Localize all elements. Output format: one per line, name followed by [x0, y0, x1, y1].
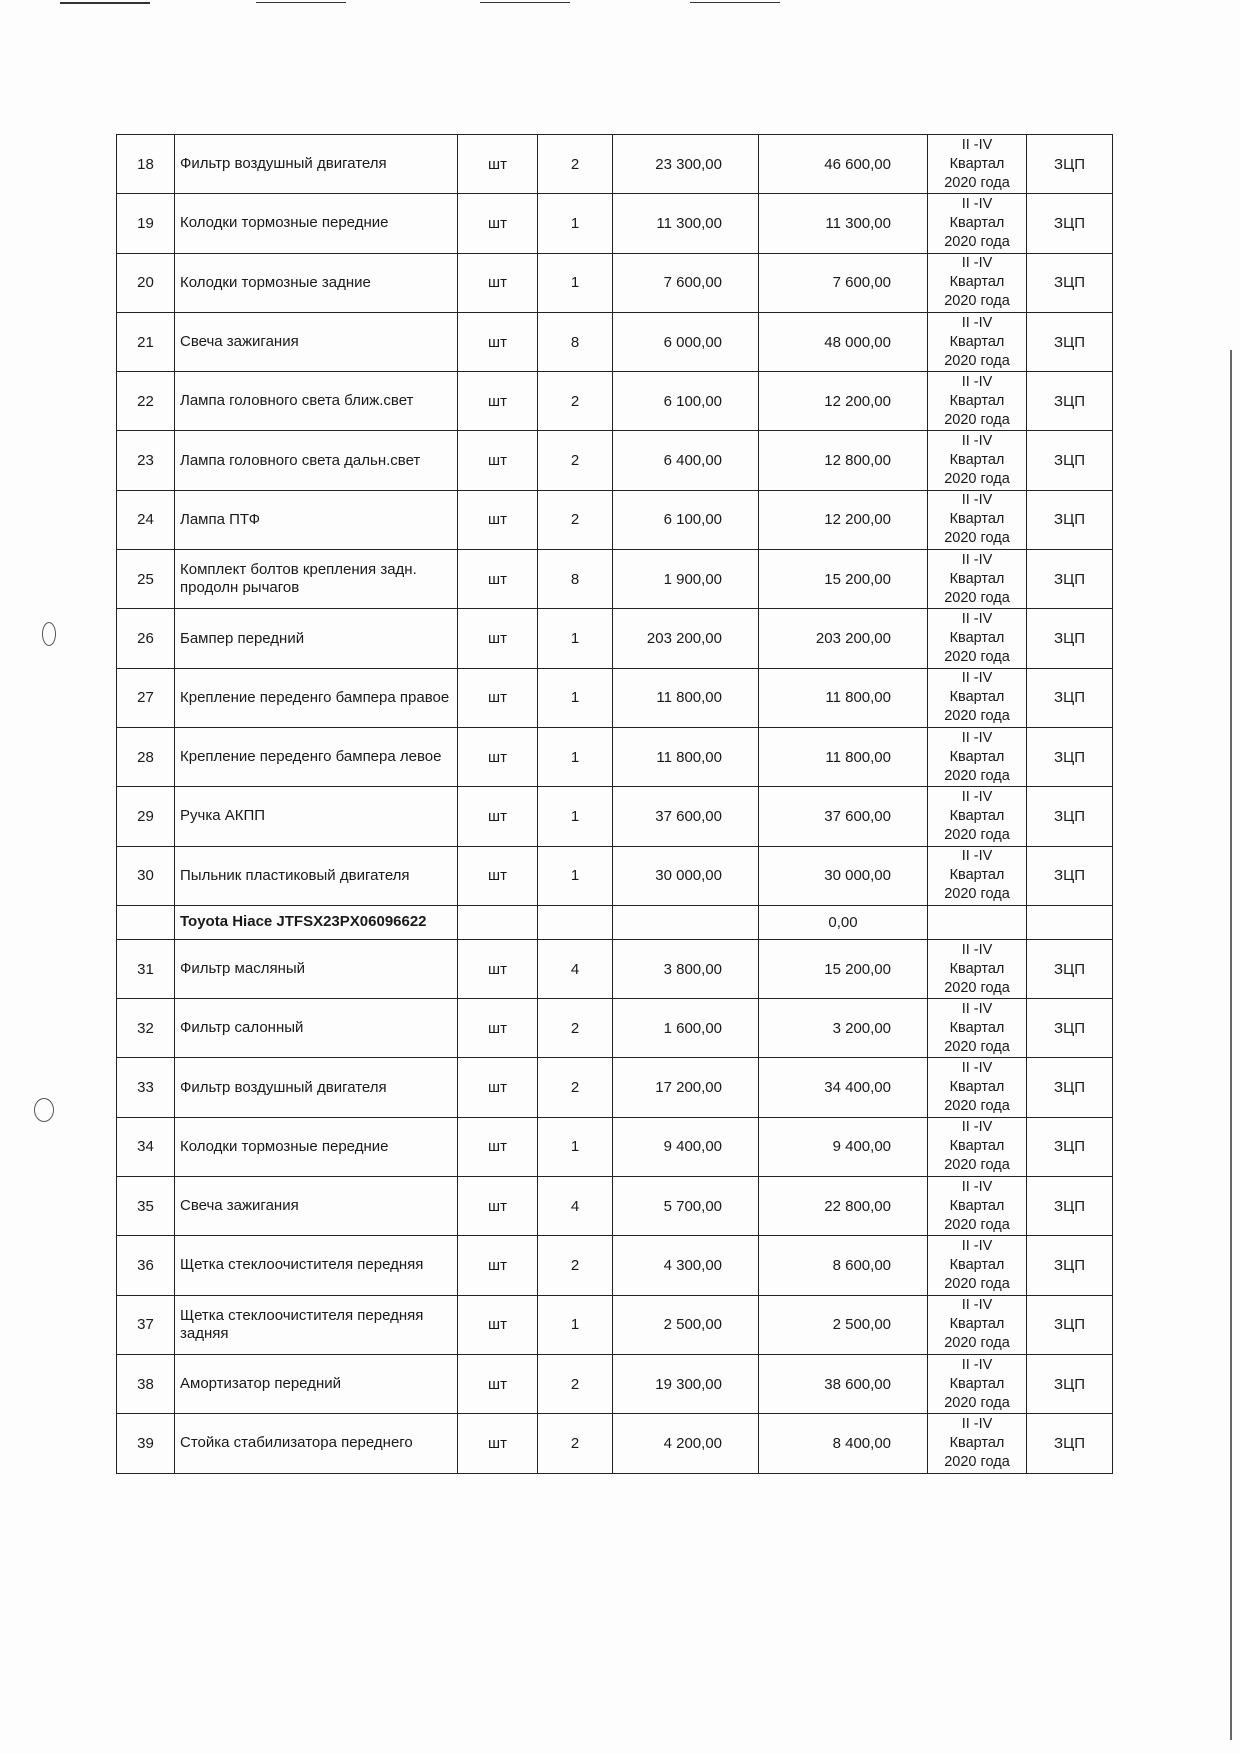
total-amount-cell: 30 000,00 — [759, 846, 928, 905]
delivery-period-cell — [928, 668, 1027, 727]
delivery-period-line: II -IV — [961, 1060, 993, 1077]
item-name-cell: Крепление переденго бампера правое — [175, 668, 458, 727]
delivery-period-line: II -IV — [961, 670, 993, 687]
delivery-period-line: II -IV — [961, 1356, 993, 1373]
unit-cell — [458, 905, 538, 939]
item-name-cell: Комплект болтов крепления задн. продолн рычагов — [175, 550, 458, 609]
unit-price-cell: 3 800,00 — [613, 939, 759, 998]
unit-price-cell: 11 800,00 — [613, 668, 759, 727]
delivery-period-line: Квартал — [949, 960, 1005, 977]
table-row — [117, 135, 1113, 194]
table-row — [117, 1295, 1113, 1354]
total-amount-cell: 9 400,00 — [759, 1117, 928, 1176]
table-row — [117, 253, 1113, 312]
delivery-period-line: 2020 года — [944, 649, 1010, 666]
unit-price-cell: 1 600,00 — [613, 999, 759, 1058]
delivery-period-line: Квартал — [949, 630, 1005, 647]
quantity-cell: 1 — [538, 1117, 613, 1176]
delivery-period-line: 2020 года — [944, 530, 1010, 547]
delivery-period-line: Квартал — [949, 1316, 1005, 1333]
hole-punch-mark-lower — [34, 1098, 54, 1122]
delivery-period-line: II -IV — [961, 1119, 993, 1136]
delivery-period-line: Квартал — [949, 748, 1005, 765]
delivery-period-cell — [928, 372, 1027, 431]
total-amount-cell: 38 600,00 — [759, 1354, 928, 1413]
unit-cell: шт — [458, 609, 538, 668]
unit-cell: шт — [458, 727, 538, 786]
total-amount-cell: 11 300,00 — [759, 194, 928, 253]
delivery-period-line: 2020 года — [944, 1453, 1010, 1470]
delivery-period-line: II -IV — [961, 255, 993, 272]
item-name-cell: Колодки тормозные передние — [175, 194, 458, 253]
delivery-period-line: 2020 года — [944, 1335, 1010, 1352]
table-row — [117, 939, 1113, 998]
table-row — [117, 312, 1113, 371]
table-row — [117, 727, 1113, 786]
total-amount-cell: 203 200,00 — [759, 609, 928, 668]
item-name-cell: Лампа головного света дальн.свет — [175, 431, 458, 490]
row-number-cell: 36 — [117, 1236, 175, 1295]
item-name-cell: Фильтр воздушный двигателя — [175, 1058, 458, 1117]
row-number-cell: 24 — [117, 490, 175, 549]
delivery-period-line: Квартал — [949, 452, 1005, 469]
delivery-period-line: II -IV — [961, 551, 993, 568]
delivery-period-cell — [928, 550, 1027, 609]
row-number-cell: 35 — [117, 1177, 175, 1236]
unit-cell: шт — [458, 253, 538, 312]
table-row — [117, 1414, 1113, 1473]
quantity-cell: 1 — [538, 846, 613, 905]
price-source-cell: ЗЦП — [1027, 668, 1113, 727]
quantity-cell: 2 — [538, 135, 613, 194]
table-row — [117, 1354, 1113, 1413]
quantity-cell: 8 — [538, 312, 613, 371]
delivery-period-cell — [928, 431, 1027, 490]
table-row — [117, 1177, 1113, 1236]
delivery-period-line: 2020 года — [944, 1038, 1010, 1055]
quantity-cell — [538, 905, 613, 939]
delivery-period-line: Квартал — [949, 807, 1005, 824]
price-source-cell: ЗЦП — [1027, 431, 1113, 490]
scan-artifact-right-edge — [1230, 350, 1232, 1740]
unit-cell: шт — [458, 999, 538, 1058]
delivery-period-line: 2020 года — [944, 174, 1010, 191]
unit-price-cell: 37 600,00 — [613, 787, 759, 846]
price-source-cell: ЗЦП — [1027, 1177, 1113, 1236]
delivery-period-line: II -IV — [961, 1237, 993, 1254]
row-number-cell: 28 — [117, 727, 175, 786]
unit-cell: шт — [458, 1295, 538, 1354]
price-source-cell: ЗЦП — [1027, 787, 1113, 846]
unit-cell: шт — [458, 1236, 538, 1295]
item-name-cell: Колодки тормозные передние — [175, 1117, 458, 1176]
row-number-cell: 39 — [117, 1414, 175, 1473]
delivery-period-line: Квартал — [949, 392, 1005, 409]
price-source-cell: ЗЦП — [1027, 846, 1113, 905]
quantity-cell: 1 — [538, 668, 613, 727]
table-row — [117, 1058, 1113, 1117]
table-row — [117, 787, 1113, 846]
quantity-cell: 2 — [538, 1354, 613, 1413]
item-name-cell: Амортизатор передний — [175, 1354, 458, 1413]
price-source-cell: ЗЦП — [1027, 1295, 1113, 1354]
unit-price-cell: 6 400,00 — [613, 431, 759, 490]
item-name-cell: Фильтр салонный — [175, 999, 458, 1058]
total-amount-cell: 2 500,00 — [759, 1295, 928, 1354]
delivery-period-line: II -IV — [961, 433, 993, 450]
quantity-cell: 2 — [538, 1414, 613, 1473]
row-number-cell: 33 — [117, 1058, 175, 1117]
delivery-period-cell — [928, 1058, 1027, 1117]
item-name-cell: Фильтр воздушный двигателя — [175, 135, 458, 194]
price-source-cell: ЗЦП — [1027, 253, 1113, 312]
delivery-period-line: II -IV — [961, 492, 993, 509]
delivery-period-line: II -IV — [961, 941, 993, 958]
delivery-period-line: II -IV — [961, 314, 993, 331]
unit-cell: шт — [458, 1414, 538, 1473]
delivery-period-cell — [928, 194, 1027, 253]
row-number-cell: 37 — [117, 1295, 175, 1354]
delivery-period-line: 2020 года — [944, 826, 1010, 843]
unit-price-cell: 23 300,00 — [613, 135, 759, 194]
delivery-period-line: 2020 года — [944, 411, 1010, 428]
delivery-period-line: Квартал — [949, 511, 1005, 528]
total-amount-cell: 3 200,00 — [759, 999, 928, 1058]
delivery-period-cell — [928, 1177, 1027, 1236]
table-row — [117, 846, 1113, 905]
total-amount-cell: 15 200,00 — [759, 939, 928, 998]
quantity-cell: 1 — [538, 609, 613, 668]
delivery-period-line: II -IV — [961, 788, 993, 805]
total-amount-cell: 12 200,00 — [759, 490, 928, 549]
unit-price-cell: 11 300,00 — [613, 194, 759, 253]
delivery-period-line: 2020 года — [944, 1157, 1010, 1174]
scan-artifact-top-left — [60, 2, 150, 4]
delivery-period-line: 2020 года — [944, 589, 1010, 606]
unit-price-cell: 9 400,00 — [613, 1117, 759, 1176]
quantity-cell: 2 — [538, 1058, 613, 1117]
delivery-period-line: II -IV — [961, 373, 993, 390]
price-source-cell: ЗЦП — [1027, 999, 1113, 1058]
price-source-cell: ЗЦП — [1027, 939, 1113, 998]
row-number-cell: 32 — [117, 999, 175, 1058]
delivery-period-line: II -IV — [961, 1297, 993, 1314]
quantity-cell: 1 — [538, 787, 613, 846]
delivery-period-cell — [928, 253, 1027, 312]
delivery-period-cell — [928, 727, 1027, 786]
total-amount-cell: 48 000,00 — [759, 312, 928, 371]
delivery-period-line: Квартал — [949, 1375, 1005, 1392]
delivery-period-line: Квартал — [949, 214, 1005, 231]
delivery-period-line: II -IV — [961, 611, 993, 628]
total-amount-cell: 8 400,00 — [759, 1414, 928, 1473]
delivery-period-line: Квартал — [949, 1138, 1005, 1155]
item-name-cell: Бампер передний — [175, 609, 458, 668]
unit-price-cell: 2 500,00 — [613, 1295, 759, 1354]
total-amount-cell: 0,00 — [759, 905, 928, 939]
delivery-period-line: II -IV — [961, 1415, 993, 1432]
quantity-cell: 1 — [538, 194, 613, 253]
quantity-cell: 2 — [538, 1236, 613, 1295]
delivery-period-cell — [928, 1117, 1027, 1176]
unit-cell: шт — [458, 1117, 538, 1176]
item-name-cell: Щетка стеклоочистителя передняя задняя — [175, 1295, 458, 1354]
delivery-period-line: 2020 года — [944, 708, 1010, 725]
unit-price-cell: 1 900,00 — [613, 550, 759, 609]
quantity-cell: 2 — [538, 490, 613, 549]
total-amount-cell: 15 200,00 — [759, 550, 928, 609]
table-row — [117, 431, 1113, 490]
row-number-cell: 26 — [117, 609, 175, 668]
quantity-cell: 2 — [538, 999, 613, 1058]
delivery-period-line: II -IV — [961, 195, 993, 212]
scan-artifact-top-mid — [256, 2, 346, 3]
item-name-cell: Фильтр масляный — [175, 939, 458, 998]
delivery-period-line: 2020 года — [944, 352, 1010, 369]
price-source-cell: ЗЦП — [1027, 609, 1113, 668]
unit-cell: шт — [458, 490, 538, 549]
delivery-period-cell — [928, 846, 1027, 905]
delivery-period-cell — [928, 1236, 1027, 1295]
delivery-period-line: 2020 года — [944, 233, 1010, 250]
unit-cell: шт — [458, 668, 538, 727]
unit-cell: шт — [458, 1058, 538, 1117]
unit-price-cell: 7 600,00 — [613, 253, 759, 312]
delivery-period-line: 2020 года — [944, 293, 1010, 310]
delivery-period-line: Квартал — [949, 1434, 1005, 1451]
item-name-cell: Пыльник пластиковый двигателя — [175, 846, 458, 905]
unit-price-cell: 6 100,00 — [613, 490, 759, 549]
delivery-period-line: II -IV — [961, 1178, 993, 1195]
delivery-period-line: 2020 года — [944, 1275, 1010, 1292]
unit-price-cell: 5 700,00 — [613, 1177, 759, 1236]
hole-punch-mark-upper — [42, 622, 56, 646]
unit-cell: шт — [458, 787, 538, 846]
total-amount-cell: 11 800,00 — [759, 727, 928, 786]
row-number-cell: 25 — [117, 550, 175, 609]
unit-price-cell: 203 200,00 — [613, 609, 759, 668]
delivery-period-line: II -IV — [961, 729, 993, 746]
price-source-cell: ЗЦП — [1027, 1354, 1113, 1413]
delivery-period-cell — [928, 1354, 1027, 1413]
delivery-period-cell — [928, 905, 1027, 939]
unit-cell: шт — [458, 1354, 538, 1413]
delivery-period-line: 2020 года — [944, 471, 1010, 488]
unit-cell: шт — [458, 550, 538, 609]
delivery-period-cell — [928, 1414, 1027, 1473]
price-source-cell: ЗЦП — [1027, 1414, 1113, 1473]
row-number-cell: 30 — [117, 846, 175, 905]
delivery-period-line: Квартал — [949, 689, 1005, 706]
unit-cell: шт — [458, 1177, 538, 1236]
total-amount-cell: 34 400,00 — [759, 1058, 928, 1117]
row-number-cell: 38 — [117, 1354, 175, 1413]
row-number-cell: 18 — [117, 135, 175, 194]
price-source-cell: ЗЦП — [1027, 312, 1113, 371]
delivery-period-cell — [928, 787, 1027, 846]
price-source-cell: ЗЦП — [1027, 1058, 1113, 1117]
total-amount-cell: 11 800,00 — [759, 668, 928, 727]
row-number-cell: 29 — [117, 787, 175, 846]
price-source-cell: ЗЦП — [1027, 1117, 1113, 1176]
delivery-period-line: Квартал — [949, 1197, 1005, 1214]
price-source-cell: ЗЦП — [1027, 372, 1113, 431]
delivery-period-line: 2020 года — [944, 1394, 1010, 1411]
unit-cell: шт — [458, 194, 538, 253]
table-row — [117, 194, 1113, 253]
unit-price-cell: 17 200,00 — [613, 1058, 759, 1117]
parts-table — [116, 134, 1113, 1474]
item-name-cell: Колодки тормозные задние — [175, 253, 458, 312]
item-name-cell: Лампа головного света ближ.свет — [175, 372, 458, 431]
price-source-cell: ЗЦП — [1027, 490, 1113, 549]
delivery-period-line: Квартал — [949, 1019, 1005, 1036]
item-name-cell: Крепление переденго бампера левое — [175, 727, 458, 786]
total-amount-cell: 22 800,00 — [759, 1177, 928, 1236]
table-group-row — [117, 905, 1113, 939]
delivery-period-cell — [928, 135, 1027, 194]
item-name-cell: Toyota Hiace JTFSX23PX06096622 — [175, 905, 458, 939]
row-number-cell — [117, 905, 175, 939]
item-name-cell: Свеча зажигания — [175, 1177, 458, 1236]
total-amount-cell: 12 800,00 — [759, 431, 928, 490]
delivery-period-line: Квартал — [949, 274, 1005, 291]
parts-table-body — [117, 135, 1113, 1474]
row-number-cell: 20 — [117, 253, 175, 312]
item-name-cell: Лампа ПТФ — [175, 490, 458, 549]
delivery-period-line: 2020 года — [944, 767, 1010, 784]
delivery-period-cell — [928, 1295, 1027, 1354]
unit-cell: шт — [458, 846, 538, 905]
delivery-period-line: 2020 года — [944, 886, 1010, 903]
unit-price-cell: 6 000,00 — [613, 312, 759, 371]
unit-price-cell: 4 200,00 — [613, 1414, 759, 1473]
unit-price-cell — [613, 905, 759, 939]
parts-table-container — [116, 134, 1112, 1474]
delivery-period-line: II -IV — [961, 848, 993, 865]
delivery-period-line: Квартал — [949, 570, 1005, 587]
unit-price-cell: 11 800,00 — [613, 727, 759, 786]
row-number-cell: 23 — [117, 431, 175, 490]
unit-cell: шт — [458, 372, 538, 431]
delivery-period-line: Квартал — [949, 333, 1005, 350]
price-source-cell: ЗЦП — [1027, 135, 1113, 194]
table-row — [117, 490, 1113, 549]
row-number-cell: 19 — [117, 194, 175, 253]
quantity-cell: 1 — [538, 253, 613, 312]
table-row — [117, 609, 1113, 668]
row-number-cell: 27 — [117, 668, 175, 727]
quantity-cell: 2 — [538, 431, 613, 490]
delivery-period-cell — [928, 312, 1027, 371]
quantity-cell: 1 — [538, 727, 613, 786]
scan-artifact-top-right — [690, 2, 780, 3]
row-number-cell: 21 — [117, 312, 175, 371]
delivery-period-line: Квартал — [949, 1256, 1005, 1273]
price-source-cell: ЗЦП — [1027, 550, 1113, 609]
unit-price-cell: 6 100,00 — [613, 372, 759, 431]
delivery-period-cell — [928, 490, 1027, 549]
delivery-period-line: 2020 года — [944, 979, 1010, 996]
quantity-cell: 8 — [538, 550, 613, 609]
table-row — [117, 1117, 1113, 1176]
row-number-cell: 31 — [117, 939, 175, 998]
item-name-cell: Стойка стабилизатора переднего — [175, 1414, 458, 1473]
row-number-cell: 34 — [117, 1117, 175, 1176]
table-row — [117, 1236, 1113, 1295]
delivery-period-cell — [928, 609, 1027, 668]
price-source-cell: ЗЦП — [1027, 1236, 1113, 1295]
delivery-period-line: Квартал — [949, 155, 1005, 172]
quantity-cell: 1 — [538, 1295, 613, 1354]
scan-artifact-top-mid2 — [480, 2, 570, 3]
delivery-period-line: Квартал — [949, 867, 1005, 884]
table-row — [117, 668, 1113, 727]
delivery-period-line: 2020 года — [944, 1216, 1010, 1233]
unit-cell: шт — [458, 135, 538, 194]
total-amount-cell: 12 200,00 — [759, 372, 928, 431]
price-source-cell: ЗЦП — [1027, 727, 1113, 786]
unit-cell: шт — [458, 939, 538, 998]
unit-price-cell: 30 000,00 — [613, 846, 759, 905]
delivery-period-line: II -IV — [961, 1000, 993, 1017]
delivery-period-cell — [928, 999, 1027, 1058]
quantity-cell: 4 — [538, 939, 613, 998]
price-source-cell: ЗЦП — [1027, 194, 1113, 253]
total-amount-cell: 46 600,00 — [759, 135, 928, 194]
total-amount-cell: 7 600,00 — [759, 253, 928, 312]
quantity-cell: 4 — [538, 1177, 613, 1236]
item-name-cell: Щетка стеклоочистителя передняя — [175, 1236, 458, 1295]
delivery-period-line: 2020 года — [944, 1098, 1010, 1115]
unit-price-cell: 19 300,00 — [613, 1354, 759, 1413]
total-amount-cell: 37 600,00 — [759, 787, 928, 846]
table-row — [117, 372, 1113, 431]
delivery-period-line: II -IV — [961, 136, 993, 153]
unit-cell: шт — [458, 312, 538, 371]
delivery-period-line: Квартал — [949, 1079, 1005, 1096]
price-source-cell — [1027, 905, 1113, 939]
quantity-cell: 2 — [538, 372, 613, 431]
table-row — [117, 999, 1113, 1058]
unit-price-cell: 4 300,00 — [613, 1236, 759, 1295]
unit-cell: шт — [458, 431, 538, 490]
delivery-period-cell — [928, 939, 1027, 998]
row-number-cell: 22 — [117, 372, 175, 431]
item-name-cell: Свеча зажигания — [175, 312, 458, 371]
total-amount-cell: 8 600,00 — [759, 1236, 928, 1295]
item-name-cell: Ручка АКПП — [175, 787, 458, 846]
table-row — [117, 550, 1113, 609]
